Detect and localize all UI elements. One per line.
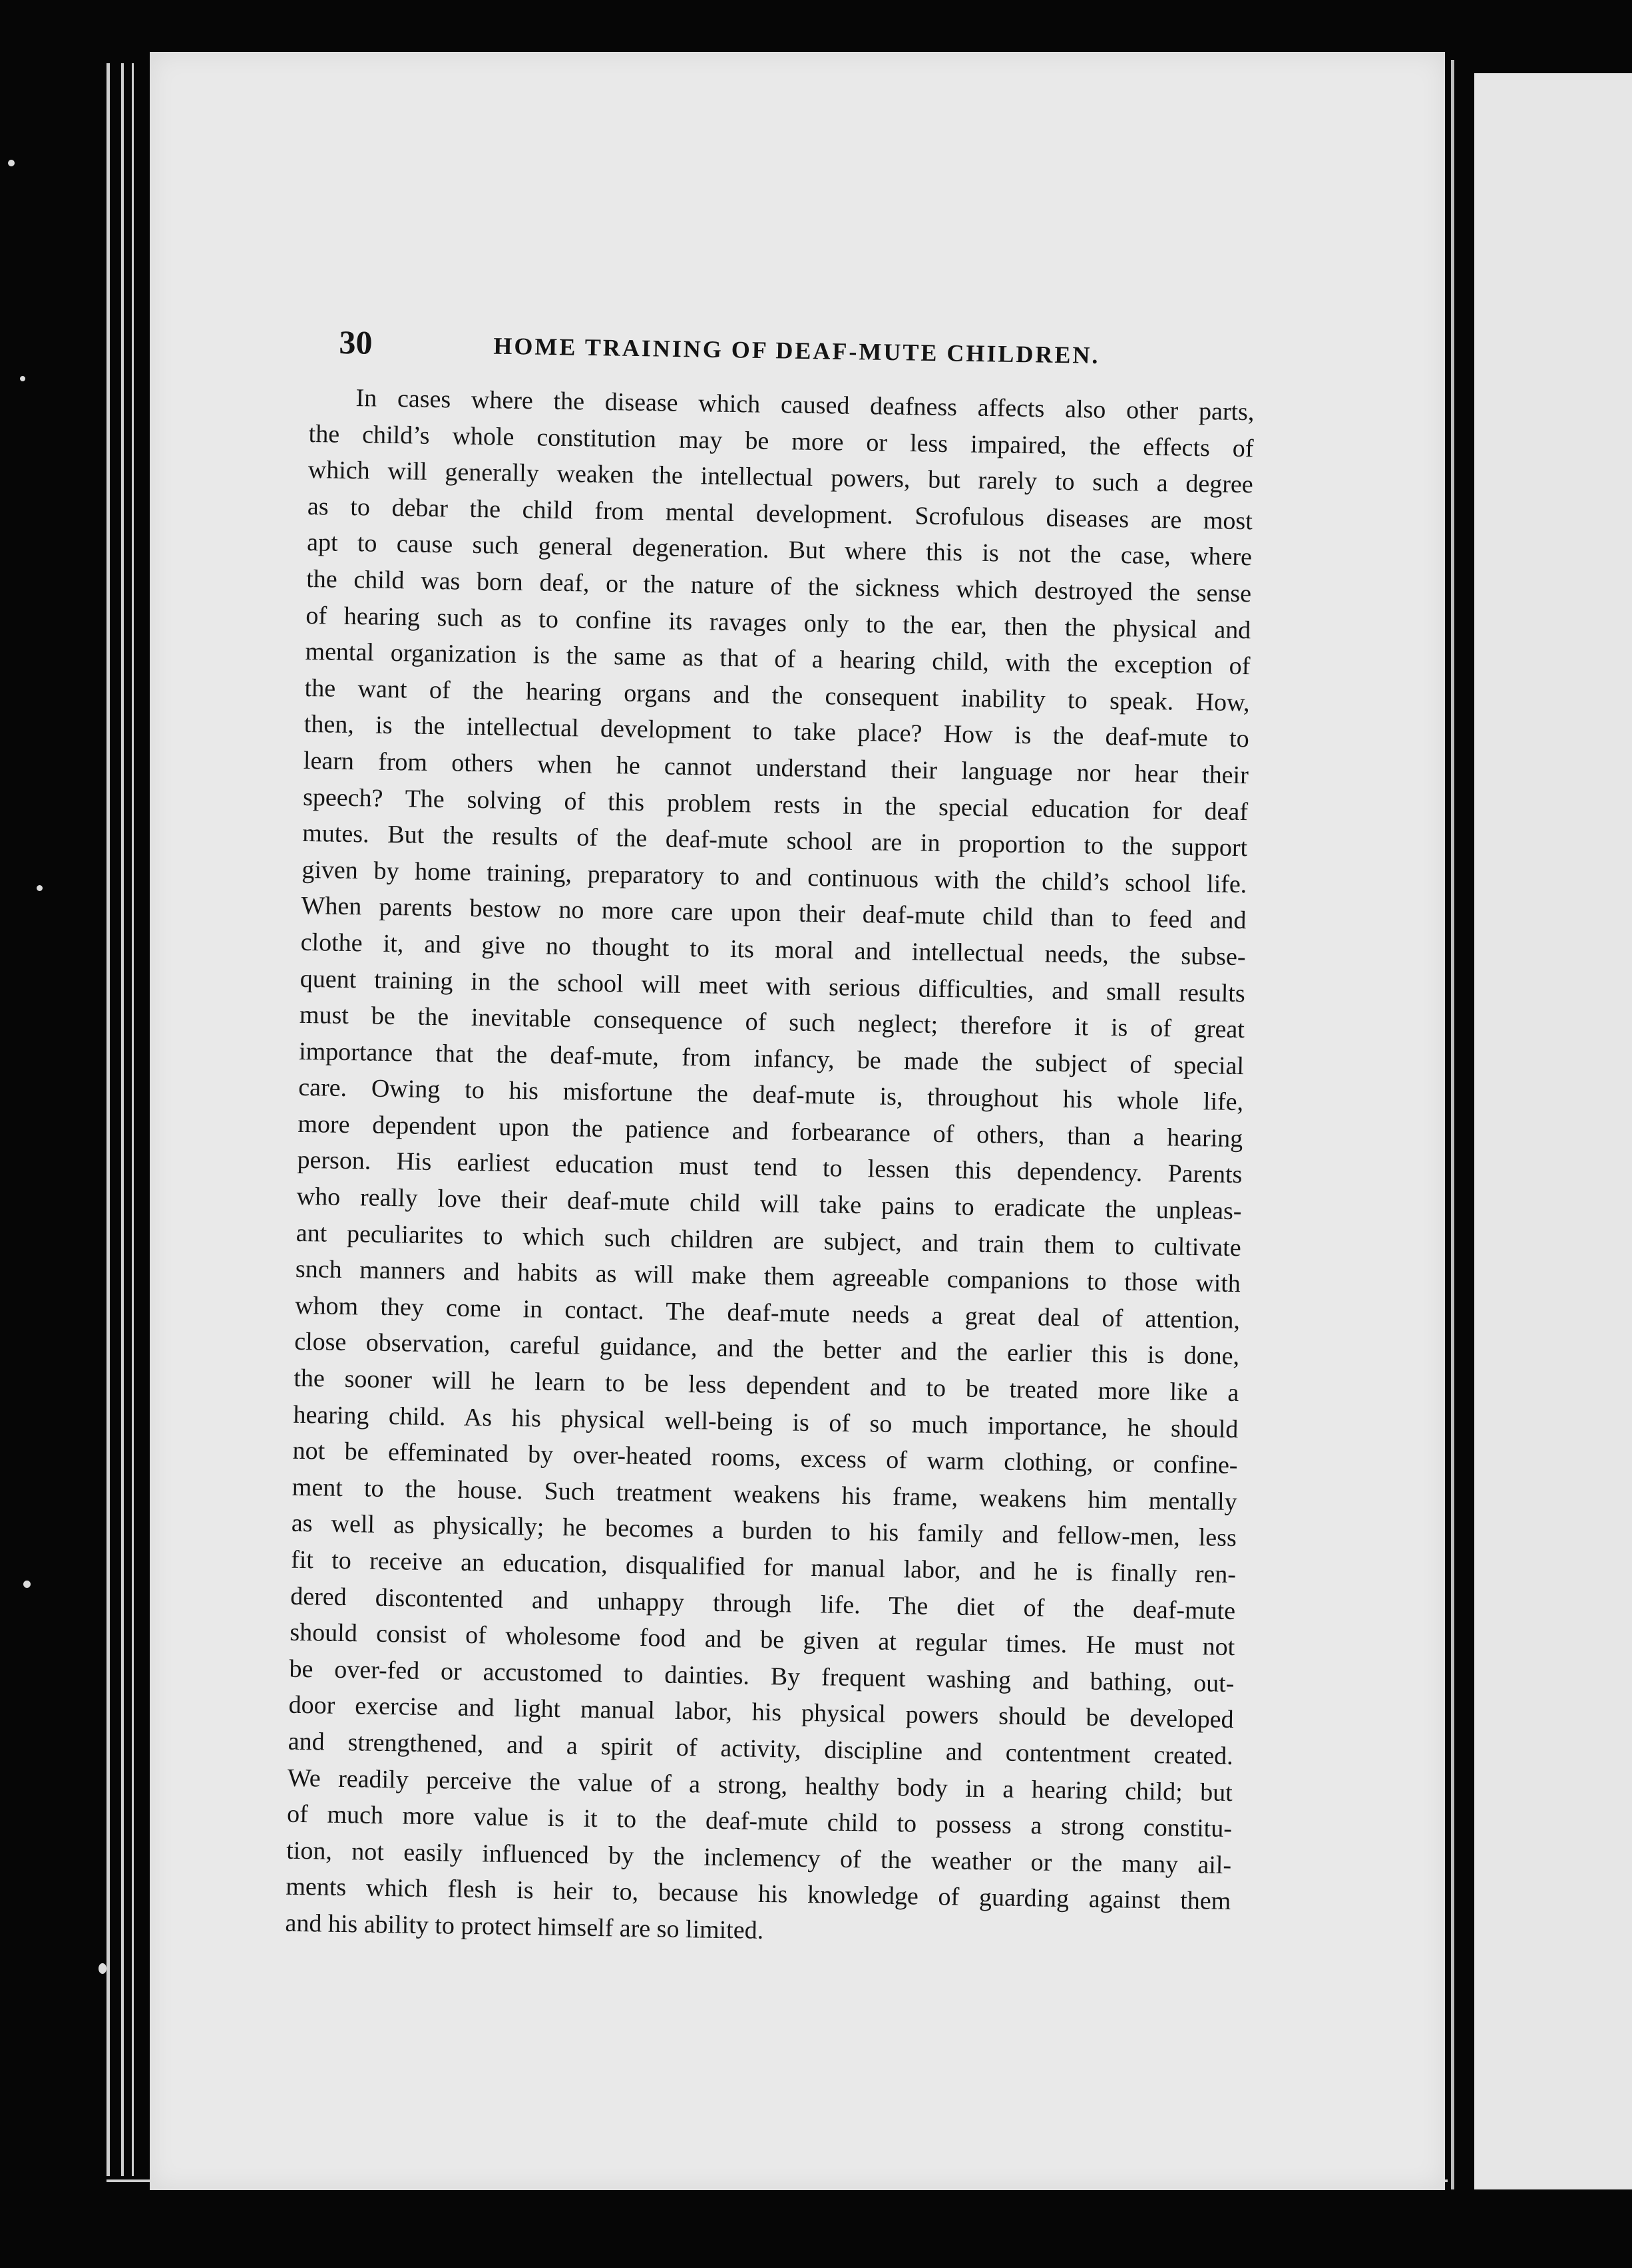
text-line: not be effeminated by over-heated rooms, excess of warm clothing, or confine- xyxy=(292,1437,1238,1480)
adjacent-page-edge xyxy=(1474,73,1632,2189)
text-line: of much more value is it to the deaf-mute child to possess a strong constitu- xyxy=(286,1799,1233,1843)
text-line: When parents bestow no more care upon their deaf-mute child than to feed and xyxy=(301,892,1247,935)
text-line: as well as physically; he becomes a burden to his family and fellow-men, less xyxy=(291,1509,1237,1553)
text-line: should consist of wholesome food and be given at regular times. He must not xyxy=(290,1618,1235,1662)
text-line: and strengthened, and a spirit of activity, discipline and contentment created. xyxy=(288,1727,1234,1771)
text-line: In cases where the disease which caused deafness affects also other parts, xyxy=(355,384,1255,427)
text-line: snch manners and habits as will make them agreeable companions to those with xyxy=(295,1255,1241,1298)
text-line: importance that the deaf-mute, from infancy, be made the subject of special xyxy=(298,1037,1245,1080)
text-line: then, is the intellectual development to take place? How is the deaf-mute to xyxy=(304,710,1250,753)
running-head: HOME TRAINING OF DEAF-MUTE CHILDREN. xyxy=(493,332,1100,369)
text-line: door exercise and light manual labor, his physical powers should be developed xyxy=(288,1691,1234,1734)
text-line: person. His earliest education must tend to lessen this dependency. Parents xyxy=(297,1146,1243,1189)
text-line: ment to the house. Such treatment weakens his frame, weakens him mentally xyxy=(292,1473,1238,1516)
text-line: care. Owing to his misfortune the deaf-mute is, throughout his whole life, xyxy=(298,1073,1244,1117)
scan-speck xyxy=(23,1581,31,1588)
text-line: whom they come in contact. The deaf-mute needs a great deal of attention, xyxy=(294,1291,1241,1334)
text-line: ant peculiarites to which such children are subject, and train them to cultivate xyxy=(296,1219,1242,1262)
scan-speck xyxy=(8,160,15,166)
scan-speck xyxy=(99,1963,106,1974)
text-line: clothe it, and give no thought to its moral and intellectual needs, the subse- xyxy=(300,928,1246,972)
text-line: and his ability to protect himself are so limited. xyxy=(285,1909,764,1945)
text-line: quent training in the school will meet with serious difficulties, and small results xyxy=(300,964,1246,1008)
page-edge-line xyxy=(132,63,134,2176)
text-line: dered discontented and unhappy through life. The diet of the deaf-mute xyxy=(290,1582,1236,1625)
scan-speck xyxy=(37,885,43,891)
text-line: fit to receive an education, disqualified for manual labor, and he is finally ren- xyxy=(290,1545,1237,1589)
text-line: which will generally weaken the intellectual powers, but rarely to such a degree xyxy=(307,456,1254,499)
body-text xyxy=(285,379,1255,1957)
text-line: who really love their deaf-mute child will take pains to eradicate the unpleas- xyxy=(296,1182,1242,1226)
scan-speck xyxy=(20,376,25,381)
text-line: the sooner will he learn to be less dependent and to be treated more like a xyxy=(294,1364,1239,1408)
text-line: the child was born deaf, or the nature of the sickness which destroyed the sense xyxy=(306,564,1252,608)
text-line: as to debar the child from mental development. Scrofulous diseases are most xyxy=(307,492,1253,536)
text-line: more dependent upon the patience and forbearance of others, than a hearing xyxy=(298,1109,1243,1153)
text-line: the child’s whole constitution may be more or less impaired, the effects of xyxy=(308,419,1254,463)
gutter-line xyxy=(1451,60,1454,2189)
text-line: We readily perceive the value of a strong, healthy body in a hearing child; but xyxy=(287,1764,1233,1807)
text-line: mutes. But the results of the deaf-mute school are in proportion to the support xyxy=(302,819,1248,862)
text-line: apt to cause such general degeneration. But where this is not the case, where xyxy=(306,528,1253,572)
text-line: the want of the hearing organs and the consequent inability to speak. How, xyxy=(304,673,1250,717)
text-line: speech? The solving of this problem rests in the special education for deaf xyxy=(302,783,1249,826)
text-line: learn from others when he cannot understand their language nor hear their xyxy=(303,746,1249,790)
text-line: of hearing such as to confine its ravages only to the ear, then the physical and xyxy=(306,601,1251,644)
text-line: mental organization is the same as that of a hearing child, with the exception of xyxy=(305,638,1251,681)
text-line: must be the inevitable consequence of such neglect; therefore it is of great xyxy=(299,1000,1245,1044)
page-number: 30 xyxy=(339,323,373,361)
page-edge-line xyxy=(121,63,124,2176)
page-edge-line xyxy=(106,63,110,2176)
text-line: ments which flesh is heir to, because his knowledge of guarding against them xyxy=(286,1873,1231,1916)
text-line: hearing child. As his physical well-being is of so much importance, he should xyxy=(293,1400,1239,1443)
text-line: tion, not easily influenced by the inclemency of the weather or the many ail- xyxy=(286,1836,1232,1879)
text-line: close observation, careful guidance, and the better and the earlier this is done, xyxy=(294,1328,1240,1371)
text-line: given by home training, preparatory to and continuous with the child’s school life. xyxy=(302,855,1247,898)
text-line: be over-fed or accustomed to dainties. By frequent washing and bathing, out- xyxy=(289,1654,1235,1698)
